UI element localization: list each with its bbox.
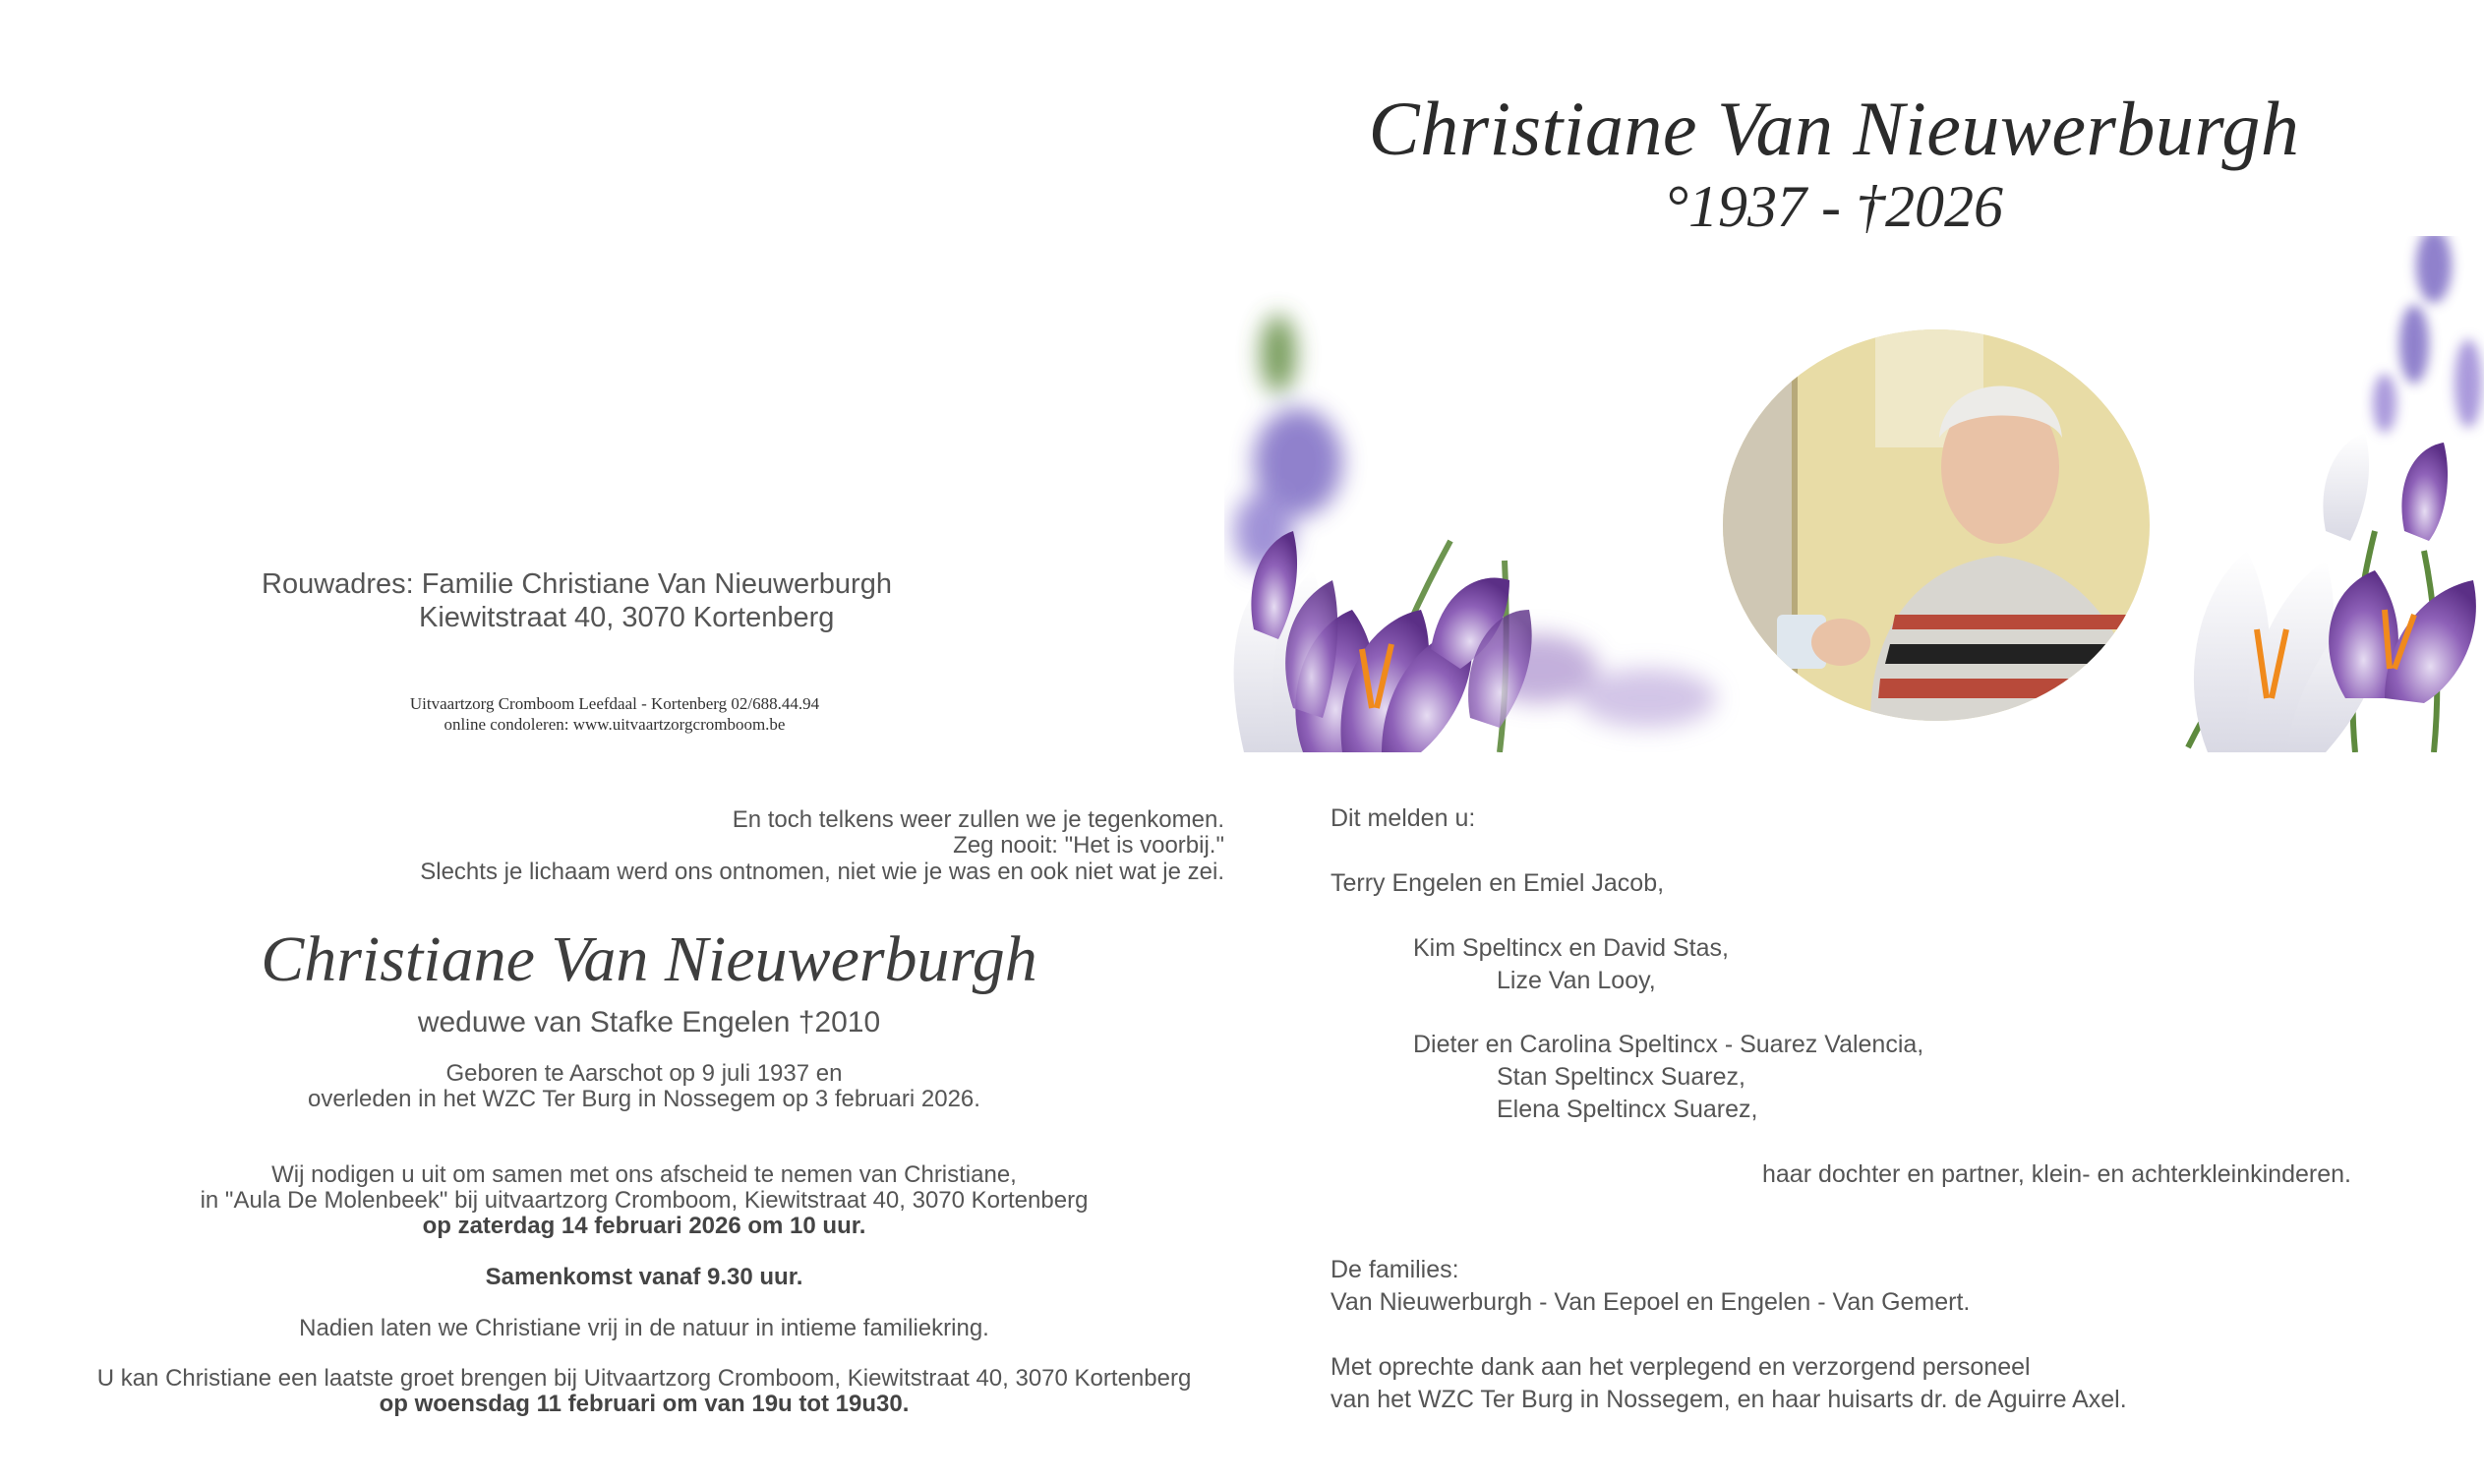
front-name-title: Christiane Van Nieuwerburgh [1368, 86, 2300, 171]
family-member-line: Elena Speltincx Suarez, [1497, 1096, 1758, 1123]
family-intro: Dit melden u: [1331, 804, 1476, 832]
family-member-line: Dieter en Carolina Speltincx - Suarez Valencia, [1413, 1031, 1924, 1058]
online-condolence-line: online condoleren: www.uitvaartzorgcromboom.be [444, 715, 786, 734]
widow-line: weduwe van Stafke Engelen †2010 [417, 1006, 881, 1039]
family-member-line: Terry Engelen en Emiel Jacob, [1331, 869, 1665, 897]
family-member-line: Stan Speltincx Suarez, [1497, 1063, 1745, 1091]
visitation-time: op woensdag 11 februari om van 19u tot 19u30. [379, 1391, 910, 1417]
portrait-photo [1723, 329, 2150, 721]
front-dates: °1937 - †2026 [1665, 174, 2003, 239]
birth-line: Geboren te Aarschot op 9 juli 1937 en [445, 1060, 843, 1087]
ceremony-date: op zaterdag 14 februari 2026 om 10 uur. [422, 1213, 866, 1239]
invitation-line: Wij nodigen u uit om samen met ons afscheid te nemen van Christiane, [271, 1161, 1017, 1188]
thanks-line: Met oprechte dank aan het verplegend en verzorgend personeel [1331, 1353, 2031, 1381]
deceased-name: Christiane Van Nieuwerburgh [261, 923, 1037, 995]
thanks-line: van het WZC Ter Burg in Nossegem, en haar huisarts dr. de Aguirre Axel. [1331, 1386, 2127, 1413]
invitation-location: in "Aula De Molenbeek" bij uitvaartzorg Cromboom, Kiewitstraat 40, 3070 Kortenberg [200, 1187, 1089, 1214]
visitation-line: U kan Christiane een laatste groet brengen bij Uitvaartzorg Cromboom, Kiewitstraat 40, 3070 Kortenberg [96, 1365, 1192, 1392]
families-label: De families: [1331, 1256, 1459, 1283]
undertaker-contact: Uitvaartzorg Cromboom Leefdaal - Kortenberg 02/688.44.94 [409, 694, 820, 713]
address-street: Kiewitstraat 40, 3070 Kortenberg [419, 602, 835, 633]
poem-line: Slechts je lichaam werd ons ontnomen, niet wie je was en ook niet wat je zei. [420, 859, 1224, 885]
death-line: overleden in het WZC Ter Burg in Nossegem op 3 februari 2026. [308, 1086, 980, 1112]
family-member-line: Lize Van Looy, [1497, 967, 1656, 994]
families-names: Van Nieuwerburgh - Van Eepoel en Engelen - Van Gemert. [1331, 1288, 1971, 1316]
portrait-illustration [1723, 329, 2150, 721]
family-relation: haar dochter en partner, klein- en achterkleinkinderen. [1762, 1160, 2351, 1188]
poem-line: En toch telkens weer zullen we je tegenkomen. [732, 806, 1224, 833]
address-label: Rouwadres: Familie Christiane Van Nieuwerburgh [262, 568, 892, 600]
gathering-time: Samenkomst vanaf 9.30 uur. [485, 1264, 803, 1290]
poem-line: Zeg nooit: "Het is voorbij." [953, 832, 1224, 859]
family-member-line: Kim Speltincx en David Stas, [1413, 934, 1729, 962]
nature-note: Nadien laten we Christiane vrij in de natuur in intieme familiekring. [299, 1315, 989, 1341]
